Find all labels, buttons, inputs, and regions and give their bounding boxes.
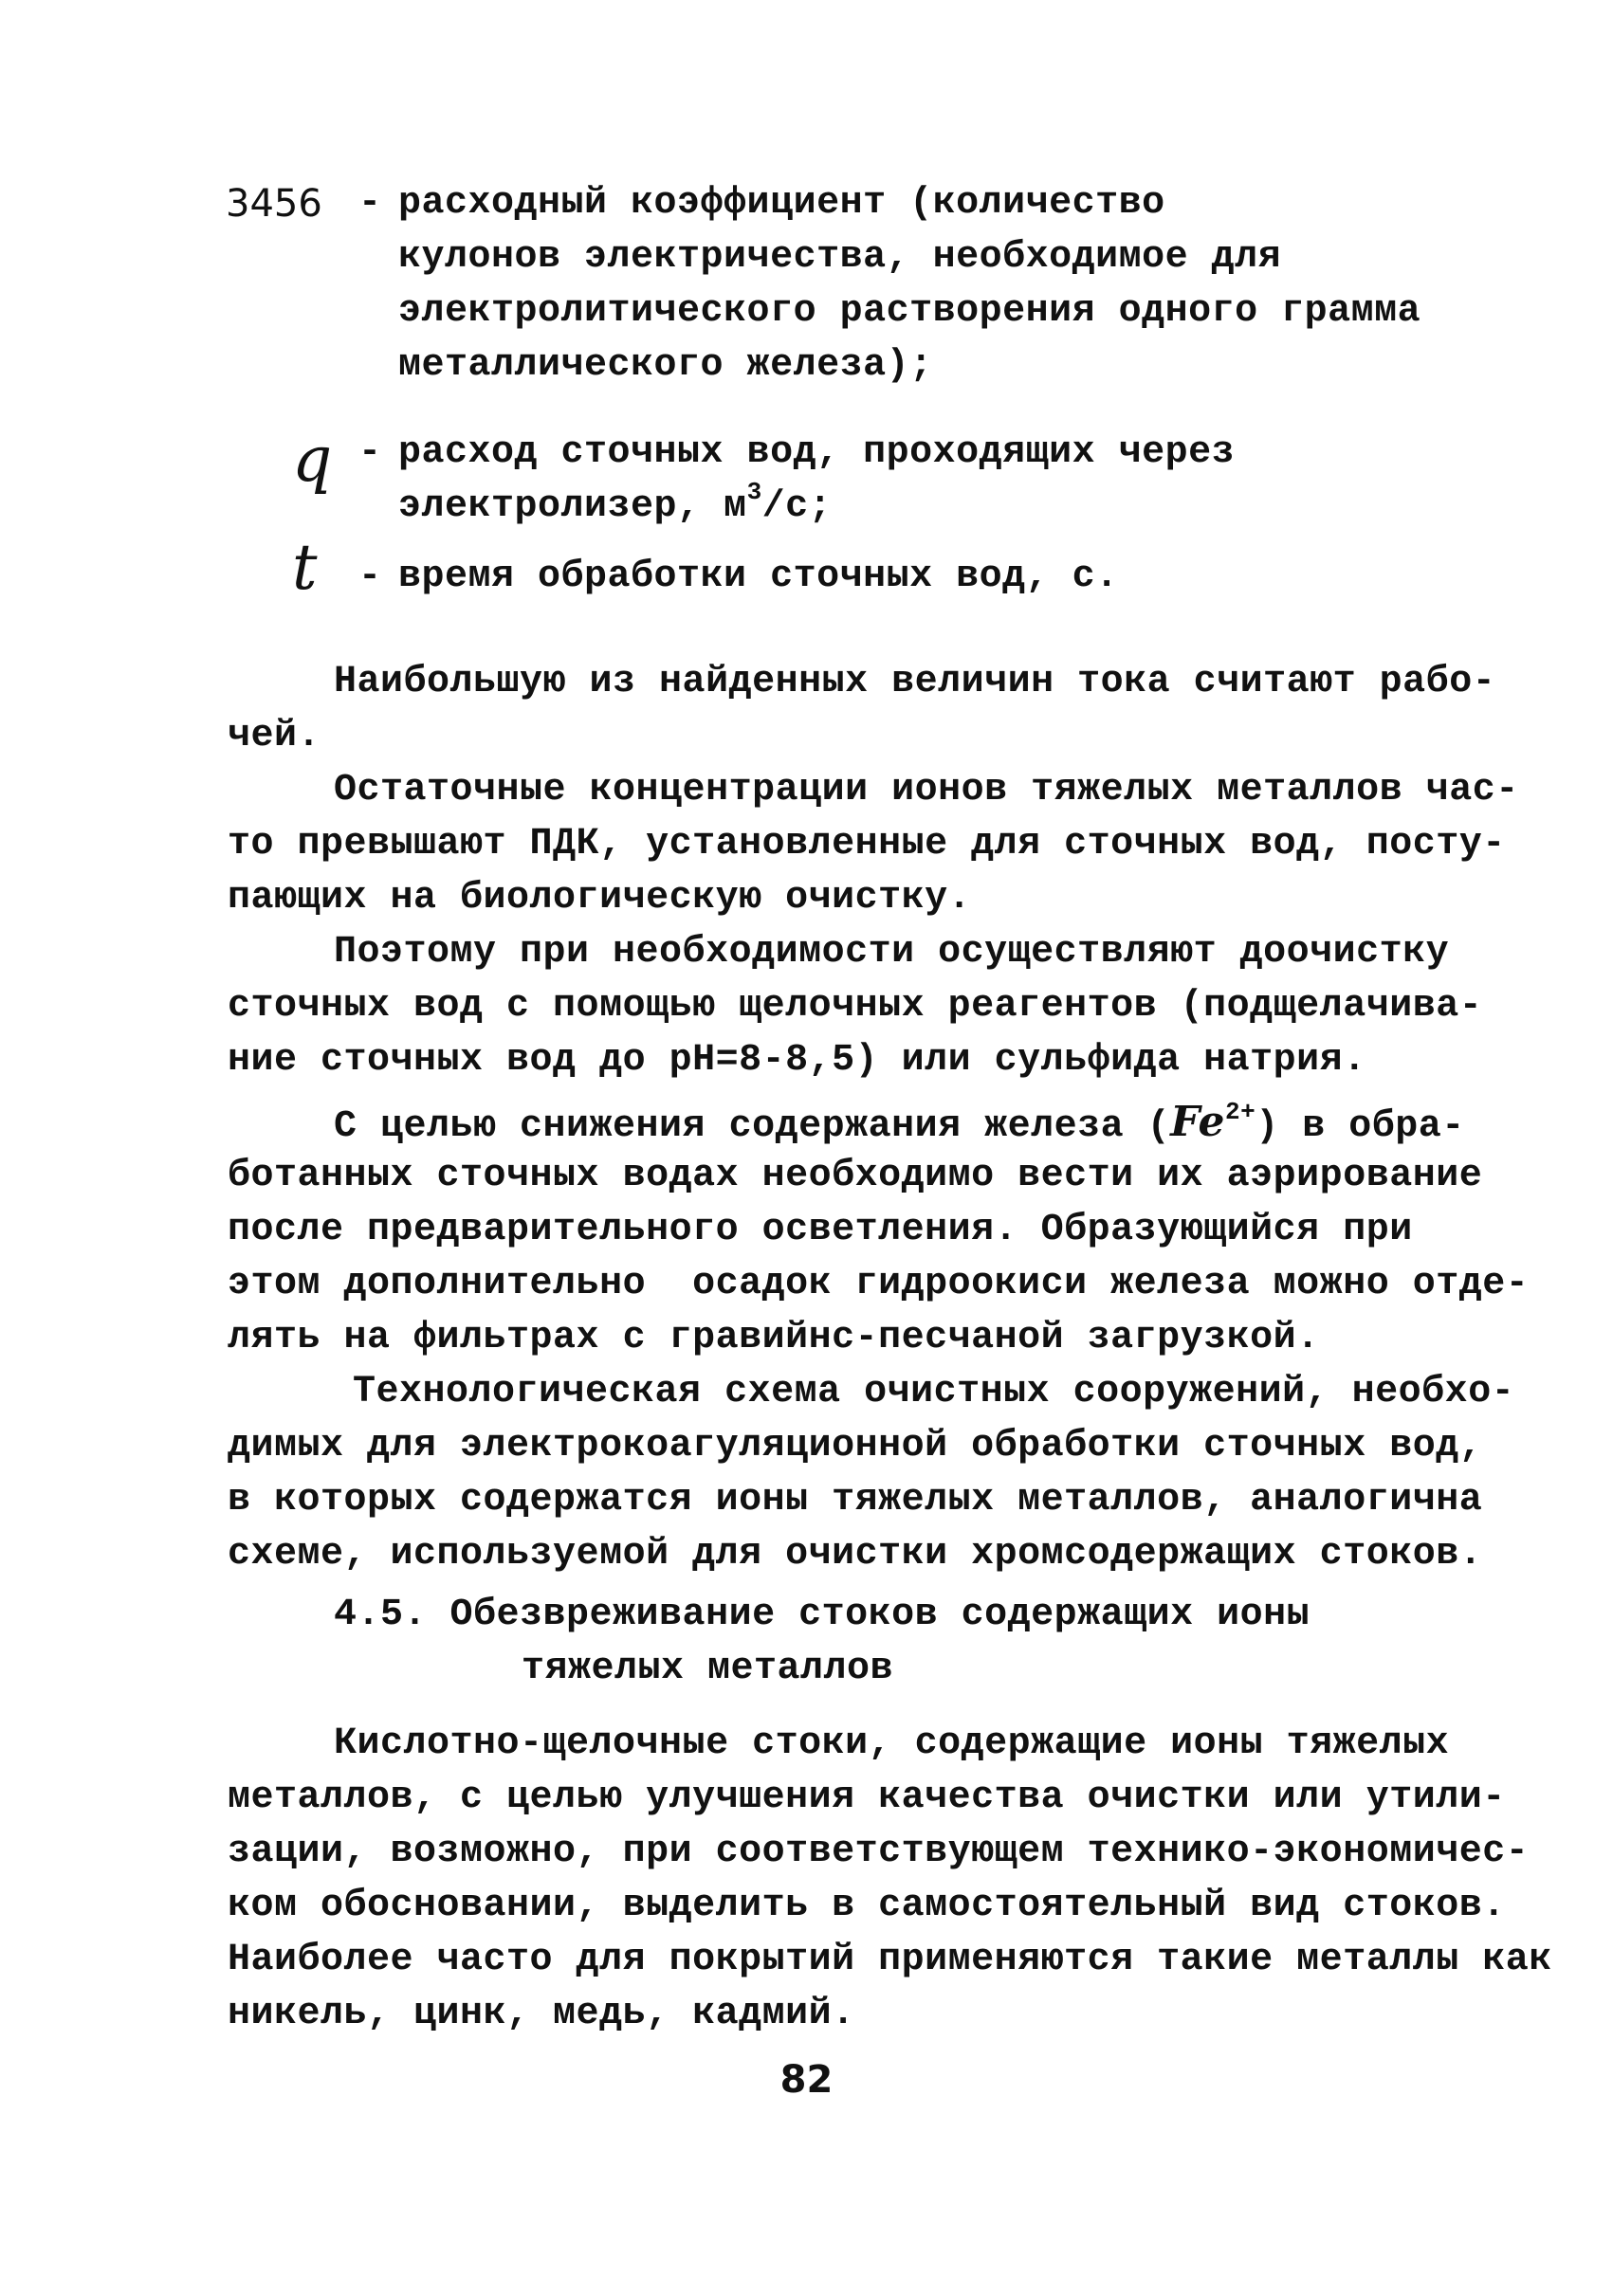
paragraph-4-line-1-after: ) в обра- [1256, 1105, 1465, 1148]
definition-symbol-3456: 3456 [226, 182, 322, 226]
definition-2-line-1: расход сточных вод, проходящих через [398, 431, 1236, 474]
definition-symbol-t: t [292, 531, 318, 604]
section-heading-line-2: тяжелых металлов [522, 1648, 894, 1690]
paragraph-4-line-1 [334, 1100, 1465, 1150]
definition-1-line-1: расходный коэффициент (количество [398, 182, 1165, 225]
paragraph-6-line-5: Наиболее часто для покрытий применяются такие металлы как [228, 1939, 1552, 1981]
definition-1-line-2: кулонов электричества, необходимое для [398, 236, 1282, 279]
paragraph-4-line-3: после предварительного осветления. Образующийся при [228, 1209, 1413, 1251]
section-heading-line-1: 4.5. Обезвреживание стоков содержащих ионы [334, 1594, 1311, 1636]
paragraph-6-line-1: Кислотно-щелочные стоки, содержащие ионы тяжелых [334, 1722, 1450, 1765]
definition-3-line-1: время обработки сточных вод, с. [398, 556, 1119, 598]
paragraph-3-line-3: ние сточных вод до pH=8-8,5) или сульфида натрия. [228, 1039, 1366, 1082]
paragraph-1-line-2: чей. [228, 715, 321, 757]
definition-dash: - [358, 431, 382, 474]
paragraph-5-line-1: Технологическая схема очистных сооружений, необхо- [353, 1371, 1515, 1413]
definition-2-line-2 [398, 478, 833, 530]
paragraph-2-line-2: то превышают ПДК, установленные для сточных вод, посту- [228, 823, 1506, 866]
definition-2-line-2-text: электролизер, м [398, 485, 747, 528]
paragraph-6-line-3: зации, возможно, при соответствующем технико-экономичес- [228, 1831, 1530, 1873]
paragraph-2-line-1: Остаточные концентрации ионов тяжелых металлов час- [334, 769, 1519, 811]
paragraph-2-line-3: пающих на биологическую очистку. [228, 877, 972, 920]
unit-exponent: 3 [746, 478, 762, 506]
paragraph-5-line-4: схеме, используемой для очистки хромсодержащих стоков. [228, 1533, 1483, 1576]
paragraph-6-line-2: металлов, с целью улучшения качества очистки или утили- [228, 1777, 1506, 1819]
paragraph-6-line-6: никель, цинк, медь, кадмий. [228, 1993, 855, 2035]
definition-dash: - [358, 556, 382, 598]
paragraph-4-line-2: ботанных сточных водах необходимо вести их аэрирование [228, 1155, 1483, 1197]
paragraph-4-line-5: лять на фильтрах с гравийнс-песчаной загрузкой. [228, 1317, 1320, 1359]
definition-1-line-3: электролитического растворения одного грамма [398, 290, 1421, 333]
iron-ion-symbol: Fe [1170, 1098, 1225, 1146]
paragraph-5-line-2: димых для электрокоагуляционной обработки сточных вод, [228, 1425, 1483, 1467]
definition-symbol-q: q [292, 423, 333, 496]
paragraph-5-line-3: в которых содержатся ионы тяжелых металлов, аналогична [228, 1479, 1483, 1522]
paragraph-3-line-1: Поэтому при необходимости осуществляют доочистку [334, 931, 1450, 974]
definition-dash: - [358, 182, 382, 225]
paragraph-1-line-1: Наибольшую из найденных величин тока считают рабо- [334, 661, 1496, 703]
paragraph-3-line-2: сточных вод с помощью щелочных реагентов (подщелачива- [228, 985, 1483, 1028]
paragraph-4-line-1-before: С целью снижения содержания железа ( [334, 1105, 1171, 1148]
paragraph-4-line-4: этом дополнительно осадок гидроокиси железа можно отде- [228, 1263, 1530, 1305]
iron-ion-charge: 2+ [1224, 1098, 1256, 1126]
paragraph-6-line-4: ком обосновании, выделить в самостоятельный вид стоков. [228, 1885, 1506, 1927]
definition-1-line-4: металлического железа); [398, 344, 933, 387]
page-number: 82 [779, 2058, 834, 2102]
unit-tail: /с; [761, 485, 833, 528]
